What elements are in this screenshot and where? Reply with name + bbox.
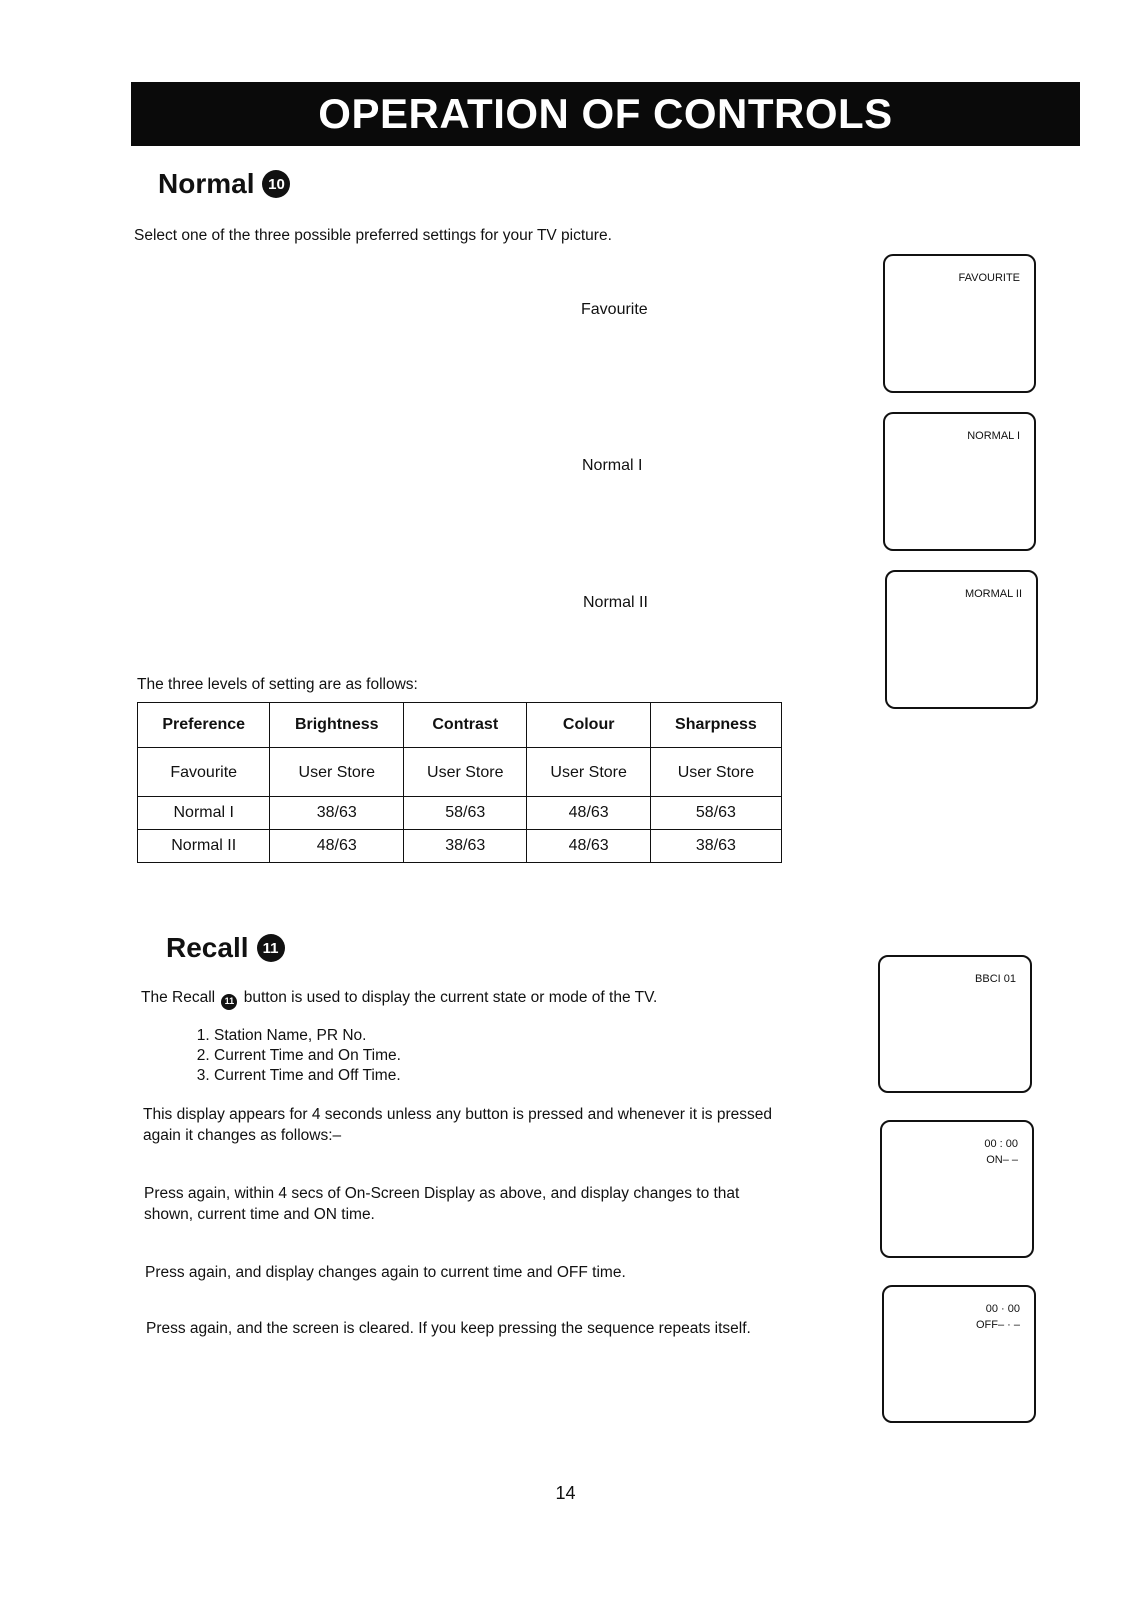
header-sharpness: Sharpness [650, 703, 781, 748]
mode-label-favourite: Favourite [581, 301, 648, 318]
banner-title: OPERATION OF CONTROLS [318, 90, 893, 137]
normal-section-title [158, 168, 290, 200]
table-cell: 48/63 [527, 830, 650, 863]
tv-screen-normal-1 [883, 412, 1036, 551]
table-cell: Normal I [138, 797, 270, 830]
tv-screen-normal-2 [885, 570, 1038, 709]
table-cell: User Store [527, 748, 650, 797]
table-cell: User Store [270, 748, 404, 797]
normal-title: Normal [158, 168, 255, 199]
table-cell: 48/63 [270, 830, 404, 863]
table-row [138, 748, 782, 797]
header-contrast: Contrast [404, 703, 527, 748]
osd-line-1: 00 · 00 [985, 1303, 1020, 1315]
recall-intro [141, 987, 657, 1010]
recall-para-4: Press again, and the screen is cleared. If you keep pressing the sequence repeats itself. [146, 1320, 751, 1337]
table-cell: 58/63 [650, 797, 781, 830]
recall-intro-after: button is used to display the current state or mode of the TV. [243, 989, 658, 1006]
recall-section-title [166, 932, 285, 964]
table-header-row [138, 703, 782, 748]
osd-text: NORMAL I [967, 430, 1020, 442]
table-cell: User Store [404, 748, 527, 797]
normal-intro: Select one of the three possible preferred settings for your TV picture. [134, 227, 612, 244]
osd-line-1: BBCI 01 [975, 973, 1016, 985]
recall-inline-badge: 11 [221, 994, 237, 1010]
recall-title: Recall [166, 932, 249, 963]
list-item: 2. Current Time and On Time. [214, 1046, 401, 1066]
recall-badge: 11 [257, 934, 285, 962]
list-item: 1. Station Name, PR No. [214, 1026, 401, 1046]
tv-screen-station [878, 955, 1032, 1093]
table-cell: 38/63 [270, 797, 404, 830]
table-row [138, 830, 782, 863]
tv-screen-favourite [883, 254, 1036, 393]
recall-para-2: Press again, within 4 secs of On-Screen Display as above, and display changes to that shown, current time and ON time. [144, 1185, 740, 1223]
list-item: 3. Current Time and Off Time. [214, 1066, 401, 1086]
page-banner [131, 82, 1080, 146]
osd-text: FAVOURITE [958, 272, 1020, 284]
normal-badge: 10 [262, 170, 290, 198]
header-preference: Preference [138, 703, 270, 748]
table-cell: 38/63 [404, 830, 527, 863]
table-cell: Normal II [138, 830, 270, 863]
levels-intro: The three levels of setting are as follows: [137, 676, 418, 693]
table-row [138, 797, 782, 830]
osd-text [984, 1136, 1018, 1168]
table-cell: User Store [650, 748, 781, 797]
osd-line-2: OFF– · – [975, 1319, 1020, 1331]
tv-screen-off-time [882, 1285, 1036, 1423]
tv-screen-on-time [880, 1120, 1034, 1258]
osd-text: MORMAL II [964, 588, 1022, 600]
recall-para-1: This display appears for 4 seconds unless any button is pressed and whenever it is pressed again it changes as follows:– [143, 1106, 772, 1144]
header-brightness: Brightness [270, 703, 404, 748]
table-cell: 58/63 [404, 797, 527, 830]
osd-text [975, 971, 1016, 987]
table-cell: 48/63 [527, 797, 650, 830]
recall-list [194, 1026, 401, 1086]
header-colour: Colour [527, 703, 650, 748]
levels-table [137, 702, 782, 863]
mode-label-normal-1: Normal I [582, 457, 643, 474]
recall-intro-before: The Recall [141, 989, 216, 1006]
page-number: 14 [555, 1483, 576, 1503]
osd-text [976, 1301, 1020, 1333]
table-cell: Favourite [138, 748, 270, 797]
recall-para-3: Press again, and display changes again to current time and OFF time. [145, 1264, 626, 1281]
osd-line-1: 00 : 00 [984, 1138, 1018, 1150]
table-cell: 38/63 [650, 830, 781, 863]
mode-label-normal-2: Normal II [583, 594, 648, 611]
osd-line-2: ON– – [986, 1154, 1018, 1166]
